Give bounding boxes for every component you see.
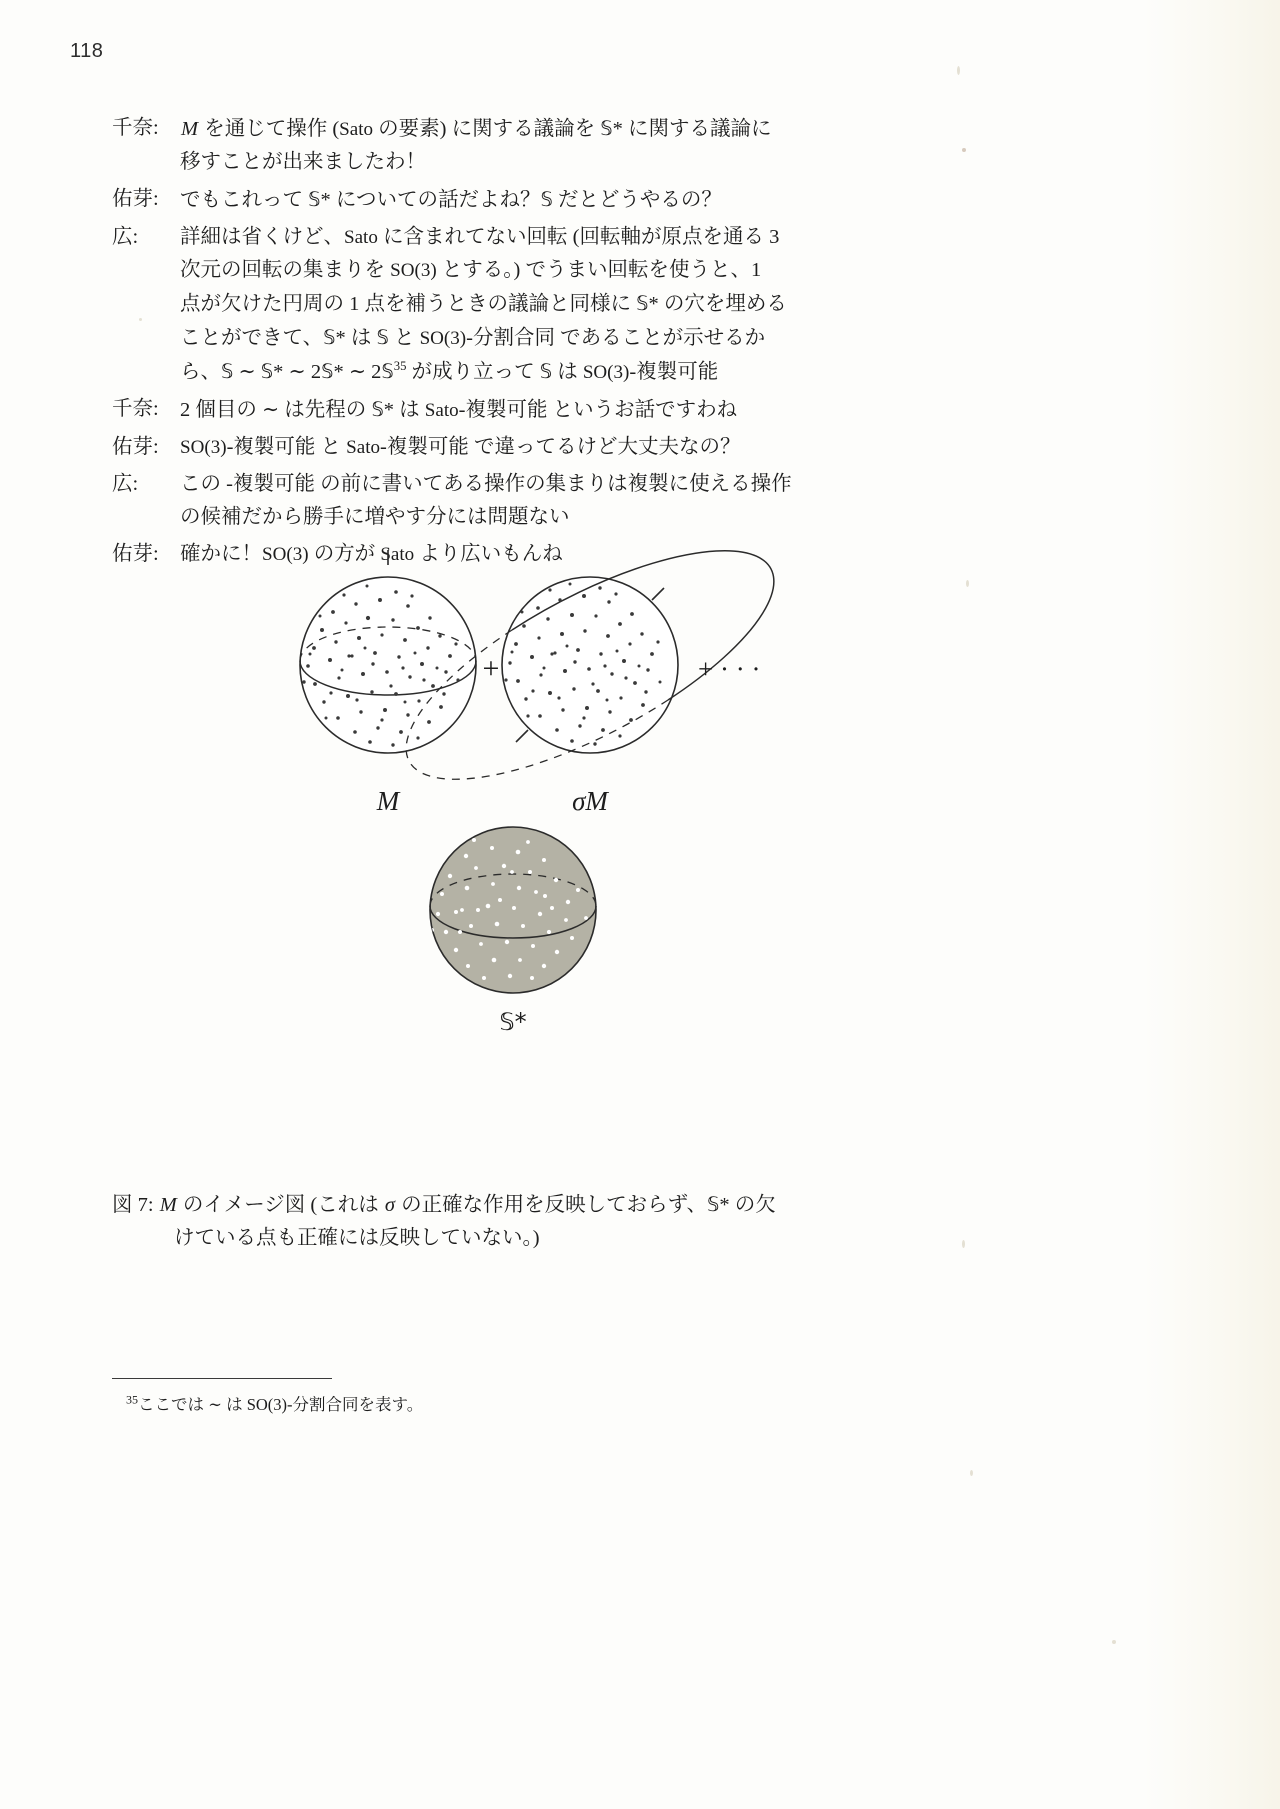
sphere-label-S-star: 𝕊*: [499, 1008, 527, 1036]
speech-text: [180, 112, 832, 179]
speech-line: 2 個目の ∼ は先程の 𝕊* は Sato-複製可能 というお話ですわね: [180, 398, 738, 421]
speech-text: [180, 431, 832, 464]
speech-text: [180, 393, 832, 427]
speech-text: [180, 221, 832, 389]
sphere-S-star: [430, 827, 596, 1036]
caption-line: けている点も正確には反映していない。): [174, 1227, 540, 1249]
speaker-label: 千奈:: [112, 117, 159, 139]
speech-line: SO(3)-複製可能 と Sato-複製可能 で違ってるけど大丈夫なの？: [180, 436, 741, 458]
speech-line: 詳細は省くけど、Sato に含まれてない回転 (回転軸が原点を通る 3: [180, 226, 780, 248]
scan-speck: [962, 1240, 965, 1248]
speaker-label: 佑芽:: [112, 188, 159, 210]
speech-line: M を通じて操作 (Sato の要素) に関する議論を 𝕊* に関する議論に: [181, 117, 772, 140]
speech-line: 次元の回転の集まりを SO(3) とする。) でうまい回転を使うと、1: [180, 259, 762, 281]
speaker-label: 千奈:: [112, 398, 159, 420]
speaker-label: 佑芽:: [112, 436, 159, 458]
dialogue-turn: [112, 431, 832, 464]
figure-svg: [260, 560, 1020, 1036]
dialogue-block: [112, 112, 832, 575]
footnote-marker: 35: [126, 1392, 138, 1407]
dialogue-turn: [112, 112, 832, 179]
page-number: 118: [70, 40, 104, 62]
speech-line: 点が欠けた円周の 1 点を補うときの議論と同様に 𝕊* の穴を埋める: [180, 292, 787, 315]
footnote-rule: [112, 1378, 332, 1379]
dialogue-turn: [112, 393, 832, 427]
sphere-label-M: M: [376, 786, 400, 816]
speaker-label: 佑芽:: [112, 543, 159, 565]
scan-speck: [957, 66, 960, 75]
scan-speck: [962, 148, 966, 152]
speaker-label: 広:: [112, 226, 139, 248]
dialogue-turn: [112, 468, 832, 534]
footnote-text: ここでは ∼ は SO(3)-分割合同を表す。: [138, 1395, 424, 1414]
caption-line: 図 7: M のイメージ図 (これは σ の正確な作用を反映しておらず、𝕊* の欠: [112, 1193, 776, 1216]
dialogue-turn: [112, 183, 832, 217]
speech-line: ことができて、𝕊* は 𝕊 と SO(3)-分割合同 であることが示せるか: [180, 326, 766, 349]
speech-line: この -複製可能 の前に書いてある操作の集まりは複製に使える操作: [180, 473, 792, 495]
operator-plus-ellipsis: + · · ·: [698, 654, 761, 684]
speech-line: 確かに！SO(3) の方が Sato より広いもんね: [180, 543, 563, 565]
speech-text: [180, 468, 832, 534]
sphere-label-sigma-M: σM: [572, 786, 608, 816]
speech-text: [180, 183, 832, 217]
sphere-M: [300, 550, 476, 816]
scan-speck: [970, 1470, 973, 1476]
speech-line: ら、𝕊 ∼ 𝕊* ∼ 2𝕊* ∼ 2𝕊$^{35}$ が成り立って 𝕊 は SO(3)-複製可能: [180, 359, 719, 383]
footnote: [126, 1392, 423, 1418]
speech-line: 移すことが出来ましたわ！: [180, 151, 426, 173]
speaker-label: 広:: [112, 473, 139, 495]
dialogue-turn: [112, 221, 832, 389]
speech-line: でもこれって 𝕊* についての話だよね？𝕊 だとどうやるの？: [180, 188, 722, 211]
figure-caption: [112, 1188, 842, 1255]
scan-speck: [1112, 1640, 1116, 1644]
speech-line: の候補だから勝手に増やす分には問題ない: [180, 506, 570, 528]
figure-sphere-decomposition: [0, 560, 1280, 1036]
operator-plus: +: [482, 652, 500, 685]
